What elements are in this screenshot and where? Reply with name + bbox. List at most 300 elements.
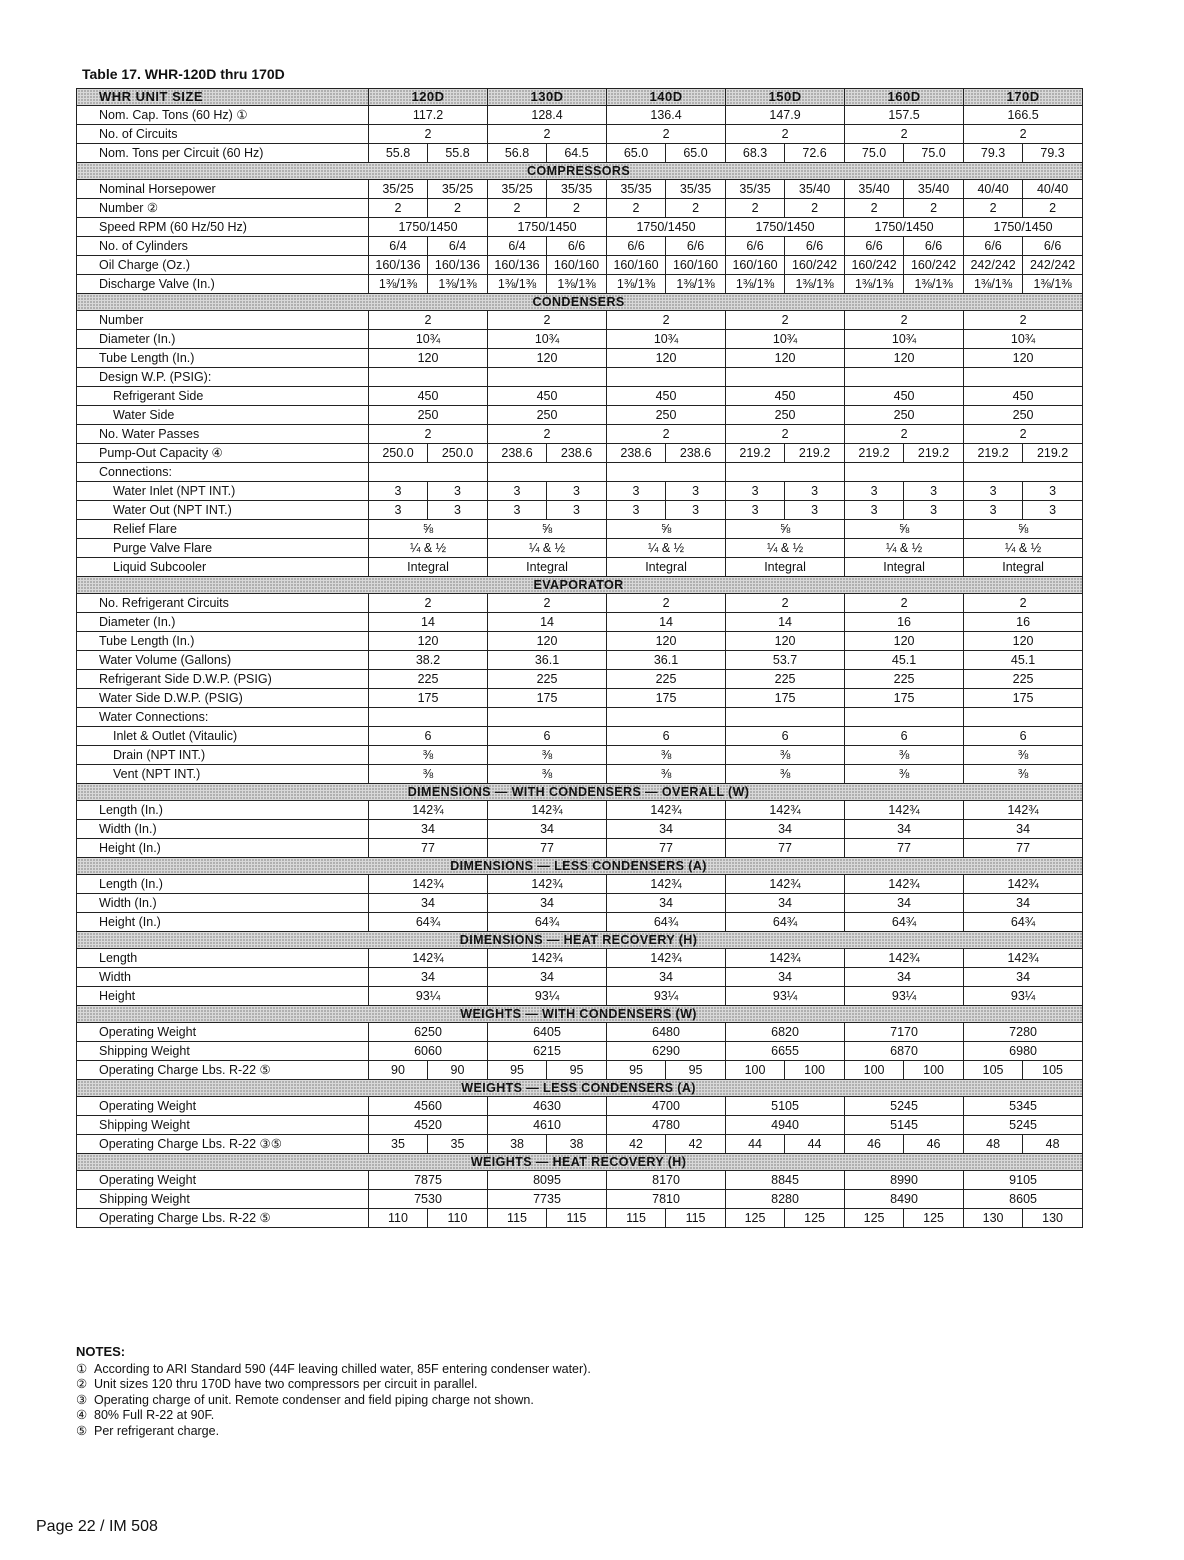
unit-value: 225 xyxy=(607,670,726,689)
row-label: Operating Weight xyxy=(77,1171,369,1190)
spec-row xyxy=(77,968,1083,987)
note-item xyxy=(76,1424,591,1440)
circuit-value: 2 xyxy=(428,199,488,218)
unit-value: 8990 xyxy=(845,1171,964,1190)
unit-value: 142¾ xyxy=(964,949,1083,968)
unit-value: 166.5 xyxy=(964,106,1083,125)
row-label: Inlet & Outlet (Vitaulic) xyxy=(77,727,369,746)
circuit-value: 3 xyxy=(904,501,964,520)
circuit-value: 95 xyxy=(666,1061,726,1080)
circuit-value: 35/25 xyxy=(428,180,488,199)
circuit-value: 219.2 xyxy=(726,444,785,463)
row-label: Water Volume (Gallons) xyxy=(77,651,369,670)
circuit-value: 115 xyxy=(607,1209,666,1228)
spec-row xyxy=(77,708,1083,727)
unit-value xyxy=(845,708,964,727)
spec-row xyxy=(77,1042,1083,1061)
unit-value: 2 xyxy=(488,425,607,444)
unit-value: 142¾ xyxy=(726,949,845,968)
spec-row xyxy=(77,275,1083,294)
unit-value: 250 xyxy=(488,406,607,425)
unit-value: ⅝ xyxy=(488,520,607,539)
unit-value: 120 xyxy=(726,349,845,368)
row-label: Height (In.) xyxy=(77,913,369,932)
unit-value: ¼ & ½ xyxy=(845,539,964,558)
unit-value: 2 xyxy=(845,125,964,144)
unit-value: Integral xyxy=(726,558,845,577)
unit-value: 142¾ xyxy=(369,949,488,968)
unit-value xyxy=(369,463,488,482)
circuit-value: 1⅜/1⅜ xyxy=(1023,275,1083,294)
unit-value: 34 xyxy=(845,968,964,987)
row-label: Diameter (In.) xyxy=(77,330,369,349)
circuit-value: 105 xyxy=(964,1061,1023,1080)
section-title: WEIGHTS — WITH CONDENSERS (W) xyxy=(77,1006,1083,1023)
spec-row xyxy=(77,689,1083,708)
unit-value: ¼ & ½ xyxy=(369,539,488,558)
unit-value: Integral xyxy=(845,558,964,577)
unit-value: 142¾ xyxy=(369,801,488,820)
note-item xyxy=(76,1377,591,1393)
spec-row xyxy=(77,746,1083,765)
unit-value: 6290 xyxy=(607,1042,726,1061)
unit-value: 64¾ xyxy=(607,913,726,932)
unit-value: 34 xyxy=(369,820,488,839)
unit-value: ⅜ xyxy=(726,765,845,784)
spec-row xyxy=(77,1061,1083,1080)
section-header-row xyxy=(77,1080,1083,1097)
unit-value: 2 xyxy=(726,594,845,613)
note-marker: ③ xyxy=(76,1392,88,1407)
unit-value: 4560 xyxy=(369,1097,488,1116)
circuit-value: 238.6 xyxy=(607,444,666,463)
unit-value: 8845 xyxy=(726,1171,845,1190)
note-text: Unit sizes 120 thru 170D have two compressors per circuit in parallel. xyxy=(94,1377,478,1391)
section-header-row xyxy=(77,1154,1083,1171)
circuit-value: 3 xyxy=(845,482,904,501)
unit-value: ⅝ xyxy=(964,520,1083,539)
row-label: Water Out (NPT INT.) xyxy=(77,501,369,520)
unit-value: 250 xyxy=(369,406,488,425)
unit-value: 9105 xyxy=(964,1171,1083,1190)
section-title: CONDENSERS xyxy=(77,294,1083,311)
unit-value: 6980 xyxy=(964,1042,1083,1061)
circuit-value: 160/136 xyxy=(428,256,488,275)
circuit-value: 3 xyxy=(607,482,666,501)
unit-size-160d: 160D xyxy=(845,89,964,106)
unit-value: 7280 xyxy=(964,1023,1083,1042)
circuit-value: 2 xyxy=(964,199,1023,218)
unit-value: 450 xyxy=(488,387,607,406)
spec-row xyxy=(77,256,1083,275)
unit-value: 225 xyxy=(369,670,488,689)
spec-row xyxy=(77,820,1083,839)
row-label: No. of Cylinders xyxy=(77,237,369,256)
unit-size-label: WHR UNIT SIZE xyxy=(77,89,369,106)
unit-value: 6 xyxy=(607,727,726,746)
circuit-value: 95 xyxy=(607,1061,666,1080)
unit-value: 16 xyxy=(845,613,964,632)
row-label: Water Side D.W.P. (PSIG) xyxy=(77,689,369,708)
row-label: Nom. Cap. Tons (60 Hz) ① xyxy=(77,106,369,125)
spec-row xyxy=(77,406,1083,425)
unit-value: 93¼ xyxy=(964,987,1083,1006)
unit-value: 175 xyxy=(607,689,726,708)
circuit-value: 250.0 xyxy=(428,444,488,463)
circuit-value: 3 xyxy=(1023,482,1083,501)
unit-value: 6870 xyxy=(845,1042,964,1061)
unit-value: 6 xyxy=(369,727,488,746)
table-title: Table 17. WHR-120D thru 170D xyxy=(82,66,285,82)
unit-value: 2 xyxy=(607,311,726,330)
section-title: DIMENSIONS — LESS CONDENSERS (A) xyxy=(77,858,1083,875)
unit-value: 2 xyxy=(845,311,964,330)
spec-row xyxy=(77,125,1083,144)
circuit-value: 160/242 xyxy=(785,256,845,275)
unit-value: 175 xyxy=(488,689,607,708)
circuit-value: 55.8 xyxy=(369,144,428,163)
unit-value xyxy=(726,463,845,482)
unit-value: 8280 xyxy=(726,1190,845,1209)
unit-value: 142¾ xyxy=(964,801,1083,820)
unit-value: 34 xyxy=(964,820,1083,839)
unit-value: 34 xyxy=(845,894,964,913)
unit-value xyxy=(607,368,726,387)
unit-value: 8170 xyxy=(607,1171,726,1190)
unit-value: 142¾ xyxy=(845,875,964,894)
circuit-value: 1⅜/1⅜ xyxy=(428,275,488,294)
unit-value: 2 xyxy=(964,425,1083,444)
row-label: Operating Weight xyxy=(77,1023,369,1042)
spec-row xyxy=(77,613,1083,632)
circuit-value: 48 xyxy=(964,1135,1023,1154)
row-label: Width xyxy=(77,968,369,987)
circuit-value: 35 xyxy=(369,1135,428,1154)
unit-value xyxy=(488,368,607,387)
row-label: Connections: xyxy=(77,463,369,482)
unit-value: 6 xyxy=(964,727,1083,746)
circuit-value: 35/25 xyxy=(488,180,547,199)
unit-value: 2 xyxy=(964,311,1083,330)
unit-value: 34 xyxy=(607,894,726,913)
unit-value: 142¾ xyxy=(845,949,964,968)
note-text: Per refrigerant charge. xyxy=(94,1423,220,1438)
unit-size-120d: 120D xyxy=(369,89,488,106)
circuit-value: 2 xyxy=(369,199,428,218)
unit-value: 120 xyxy=(369,349,488,368)
unit-value: 1750/1450 xyxy=(369,218,488,237)
circuit-value: 1⅜/1⅜ xyxy=(607,275,666,294)
unit-value: 34 xyxy=(726,968,845,987)
circuit-value: 48 xyxy=(1023,1135,1083,1154)
row-label: Liquid Subcooler xyxy=(77,558,369,577)
circuit-value: 3 xyxy=(607,501,666,520)
unit-value xyxy=(726,368,845,387)
circuit-value: 55.8 xyxy=(428,144,488,163)
spec-row xyxy=(77,144,1083,163)
unit-value: 147.9 xyxy=(726,106,845,125)
unit-value: 175 xyxy=(845,689,964,708)
circuit-value: 35/35 xyxy=(726,180,785,199)
unit-value xyxy=(488,463,607,482)
unit-value: 2 xyxy=(964,125,1083,144)
spec-row xyxy=(77,894,1083,913)
unit-value: 77 xyxy=(964,839,1083,858)
circuit-value: 2 xyxy=(666,199,726,218)
unit-value: 450 xyxy=(964,387,1083,406)
specification-table xyxy=(76,88,1083,1228)
circuit-value: 64.5 xyxy=(547,144,607,163)
circuit-value: 130 xyxy=(1023,1209,1083,1228)
unit-value xyxy=(845,368,964,387)
circuit-value: 160/160 xyxy=(607,256,666,275)
circuit-value: 160/136 xyxy=(488,256,547,275)
unit-value: 14 xyxy=(607,613,726,632)
spec-row xyxy=(77,539,1083,558)
row-label: Speed RPM (60 Hz/50 Hz) xyxy=(77,218,369,237)
unit-value: 2 xyxy=(369,594,488,613)
unit-value: 6 xyxy=(488,727,607,746)
unit-value xyxy=(369,708,488,727)
circuit-value: 219.2 xyxy=(785,444,845,463)
spec-row xyxy=(77,218,1083,237)
unit-value xyxy=(488,708,607,727)
unit-value: 175 xyxy=(964,689,1083,708)
unit-value: 450 xyxy=(607,387,726,406)
section-header-row xyxy=(77,163,1083,180)
unit-value xyxy=(964,708,1083,727)
section-title: DIMENSIONS — WITH CONDENSERS — OVERALL (W) xyxy=(77,784,1083,801)
unit-value: 5145 xyxy=(845,1116,964,1135)
circuit-value: 3 xyxy=(488,482,547,501)
unit-value: 6060 xyxy=(369,1042,488,1061)
circuit-value: 35/35 xyxy=(666,180,726,199)
circuit-value: 110 xyxy=(428,1209,488,1228)
unit-value: 142¾ xyxy=(369,875,488,894)
unit-value: 4520 xyxy=(369,1116,488,1135)
row-label: No. of Circuits xyxy=(77,125,369,144)
unit-value: 10¾ xyxy=(607,330,726,349)
unit-value: 14 xyxy=(488,613,607,632)
circuit-value: 100 xyxy=(845,1061,904,1080)
unit-value: 120 xyxy=(369,632,488,651)
spec-row xyxy=(77,913,1083,932)
unit-value: 142¾ xyxy=(726,875,845,894)
circuit-value: 3 xyxy=(666,501,726,520)
circuit-value: 79.3 xyxy=(964,144,1023,163)
circuit-value: 219.2 xyxy=(964,444,1023,463)
unit-value: 64¾ xyxy=(845,913,964,932)
unit-value: 7170 xyxy=(845,1023,964,1042)
unit-value: 2 xyxy=(964,594,1083,613)
circuit-value: 72.6 xyxy=(785,144,845,163)
circuit-value: 95 xyxy=(488,1061,547,1080)
unit-size-170d: 170D xyxy=(964,89,1083,106)
row-label: Operating Charge Lbs. R-22 ③⑤ xyxy=(77,1135,369,1154)
circuit-value: 6/4 xyxy=(428,237,488,256)
unit-value: 7875 xyxy=(369,1171,488,1190)
unit-value: 175 xyxy=(726,689,845,708)
circuit-value: 56.8 xyxy=(488,144,547,163)
unit-value: 1750/1450 xyxy=(726,218,845,237)
note-item xyxy=(76,1393,591,1409)
row-label: Pump-Out Capacity ④ xyxy=(77,444,369,463)
unit-value: 2 xyxy=(726,311,845,330)
section-header-row xyxy=(77,294,1083,311)
note-text: Operating charge of unit. Remote condenser and field piping charge not shown. xyxy=(94,1392,534,1407)
unit-value: 120 xyxy=(964,632,1083,651)
spec-row xyxy=(77,949,1083,968)
spec-row xyxy=(77,1023,1083,1042)
unit-value: 120 xyxy=(488,632,607,651)
circuit-value: 44 xyxy=(785,1135,845,1154)
unit-value: ⅜ xyxy=(964,746,1083,765)
circuit-value: 3 xyxy=(964,501,1023,520)
circuit-value: 3 xyxy=(964,482,1023,501)
circuit-value: 1⅜/1⅜ xyxy=(488,275,547,294)
circuit-value: 160/242 xyxy=(904,256,964,275)
spec-row xyxy=(77,387,1083,406)
unit-value: 2 xyxy=(845,425,964,444)
circuit-value: 1⅜/1⅜ xyxy=(964,275,1023,294)
unit-value: 250 xyxy=(607,406,726,425)
circuit-value: 35 xyxy=(428,1135,488,1154)
unit-value xyxy=(964,463,1083,482)
unit-value: 5345 xyxy=(964,1097,1083,1116)
circuit-value: 40/40 xyxy=(1023,180,1083,199)
row-label: Width (In.) xyxy=(77,894,369,913)
unit-size-150d: 150D xyxy=(726,89,845,106)
section-title: WEIGHTS — HEAT RECOVERY (H) xyxy=(77,1154,1083,1171)
row-label: Height (In.) xyxy=(77,839,369,858)
spec-row xyxy=(77,1135,1083,1154)
unit-value: 14 xyxy=(726,613,845,632)
notes-block xyxy=(76,1344,591,1439)
circuit-value: 6/6 xyxy=(607,237,666,256)
unit-value: 34 xyxy=(845,820,964,839)
circuit-value: 238.6 xyxy=(547,444,607,463)
unit-value: 142¾ xyxy=(726,801,845,820)
circuit-value: 3 xyxy=(666,482,726,501)
circuit-value: 3 xyxy=(547,482,607,501)
circuit-value: 6/6 xyxy=(845,237,904,256)
unit-value: 34 xyxy=(369,894,488,913)
unit-value: 450 xyxy=(726,387,845,406)
spec-row xyxy=(77,727,1083,746)
row-label: Discharge Valve (In.) xyxy=(77,275,369,294)
circuit-value: 160/136 xyxy=(369,256,428,275)
circuit-value: 65.0 xyxy=(607,144,666,163)
unit-value: 4630 xyxy=(488,1097,607,1116)
unit-value: 128.4 xyxy=(488,106,607,125)
unit-value: 7530 xyxy=(369,1190,488,1209)
spec-row xyxy=(77,463,1083,482)
circuit-value: 219.2 xyxy=(904,444,964,463)
unit-value: 6250 xyxy=(369,1023,488,1042)
unit-value: 2 xyxy=(369,425,488,444)
unit-value: 36.1 xyxy=(488,651,607,670)
unit-value: 38.2 xyxy=(369,651,488,670)
unit-value: Integral xyxy=(607,558,726,577)
circuit-value: 3 xyxy=(785,501,845,520)
unit-value: ⅜ xyxy=(488,765,607,784)
spec-row xyxy=(77,765,1083,784)
unit-value: 6 xyxy=(845,727,964,746)
unit-value: 5245 xyxy=(845,1097,964,1116)
unit-value: ⅝ xyxy=(726,520,845,539)
unit-size-140d: 140D xyxy=(607,89,726,106)
unit-value: ⅜ xyxy=(607,746,726,765)
unit-value: 120 xyxy=(845,349,964,368)
circuit-value: 1⅜/1⅜ xyxy=(845,275,904,294)
row-label: Oil Charge (Oz.) xyxy=(77,256,369,275)
row-label: Water Inlet (NPT INT.) xyxy=(77,482,369,501)
section-header-row xyxy=(77,858,1083,875)
notes-list xyxy=(76,1362,591,1440)
unit-value: 250 xyxy=(845,406,964,425)
row-label: Tube Length (In.) xyxy=(77,632,369,651)
unit-value: ⅜ xyxy=(369,765,488,784)
spec-row xyxy=(77,501,1083,520)
section-header-row xyxy=(77,784,1083,801)
unit-value: 93¼ xyxy=(369,987,488,1006)
circuit-value: 2 xyxy=(547,199,607,218)
unit-value: ⅝ xyxy=(369,520,488,539)
row-label: Refrigerant Side D.W.P. (PSIG) xyxy=(77,670,369,689)
spec-row xyxy=(77,180,1083,199)
unit-value: 6405 xyxy=(488,1023,607,1042)
circuit-value: 38 xyxy=(488,1135,547,1154)
circuit-value: 2 xyxy=(607,199,666,218)
row-label: Shipping Weight xyxy=(77,1042,369,1061)
unit-value: 1750/1450 xyxy=(845,218,964,237)
circuit-value: 75.0 xyxy=(845,144,904,163)
row-label: Height xyxy=(77,987,369,1006)
unit-value: 120 xyxy=(845,632,964,651)
circuit-value: 40/40 xyxy=(964,180,1023,199)
unit-value: 250 xyxy=(726,406,845,425)
row-label: Purge Valve Flare xyxy=(77,539,369,558)
circuit-value: 219.2 xyxy=(845,444,904,463)
unit-value: Integral xyxy=(369,558,488,577)
circuit-value: 6/4 xyxy=(369,237,428,256)
spec-row xyxy=(77,520,1083,539)
unit-value: 225 xyxy=(488,670,607,689)
unit-value: 142¾ xyxy=(845,801,964,820)
unit-value: 2 xyxy=(845,594,964,613)
spec-row xyxy=(77,801,1083,820)
circuit-value: 110 xyxy=(369,1209,428,1228)
unit-value: 77 xyxy=(845,839,964,858)
unit-value: 16 xyxy=(964,613,1083,632)
unit-value: 120 xyxy=(964,349,1083,368)
circuit-value: 38 xyxy=(547,1135,607,1154)
circuit-value: 115 xyxy=(547,1209,607,1228)
unit-value xyxy=(607,463,726,482)
unit-size-130d: 130D xyxy=(488,89,607,106)
unit-value: 10¾ xyxy=(845,330,964,349)
row-label: Diameter (In.) xyxy=(77,613,369,632)
row-label: Operating Charge Lbs. R-22 ⑤ xyxy=(77,1209,369,1228)
unit-size-header-row xyxy=(77,89,1083,106)
unit-value: 10¾ xyxy=(964,330,1083,349)
spec-row xyxy=(77,632,1083,651)
unit-value: ¼ & ½ xyxy=(726,539,845,558)
circuit-value: 125 xyxy=(845,1209,904,1228)
unit-value: 136.4 xyxy=(607,106,726,125)
circuit-value: 2 xyxy=(785,199,845,218)
unit-value: ¼ & ½ xyxy=(607,539,726,558)
